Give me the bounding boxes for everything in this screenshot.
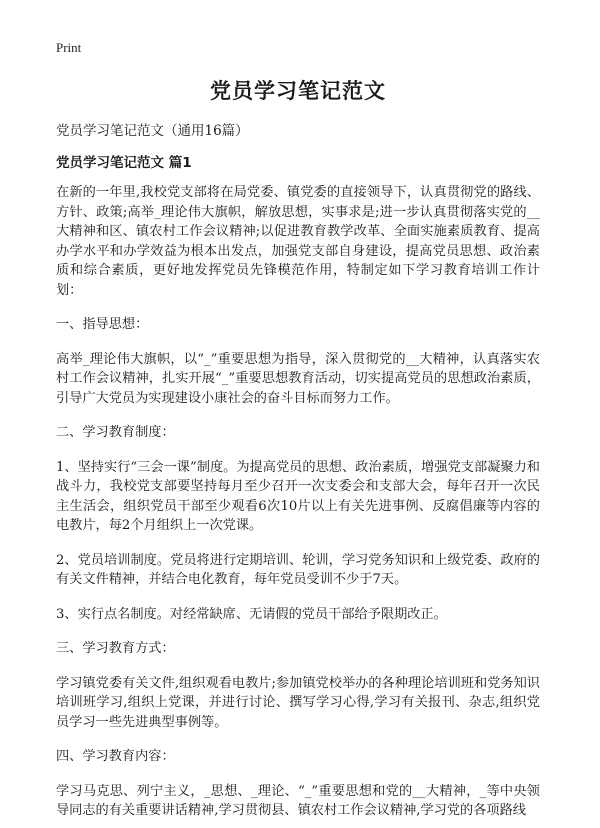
paragraph-intro: 在新的一年里,我校党支部将在局党委、镇党委的直接领导下，认真贯彻党的路线、方针、政策;高举_理论伟大旗帜，解放思想，实事求是;进一步认真贯彻落实党的__大精神和区、镇农村工作会议精神;以促进教育教学改革、全面实施素质教育、提高办学水平和办学效益为根本出发点，加强党支部自身建设，提高党员思想、政治素质和综合素质，更好地发挥党员先锋模范作用，特制定如下学习教育培训工作计划： (56, 185, 540, 298)
document-title: 党员学习笔记范文 (210, 79, 386, 103)
heading-study-method: 三、学习教育方式： (56, 641, 175, 656)
paragraph-guiding-ideology: 高举_理论伟大旗帜，以“_”重要思想为指导，深入贯彻党的__大精神，认真落实农村工作会议精神，扎实开展“_”重要思想教育活动，切实提高党员的思想政治素质，引导广大党员为实现建设小康社会的奋斗目标而努力工作。 (56, 351, 540, 406)
paragraph-study-content: 学习马克思、列宁主义，_思想、_理论、“_”重要思想和党的__大精神，_等中央领导同志的有关重要讲话精神,学习贯彻县、镇农村工作会议精神,学习党的各项路线 (56, 783, 540, 818)
paragraph-system-item-1: 1、坚持实行“三会一课”制度。为提高党员的思想、政治素质，增强党支部凝聚力和战斗力，我校党支部要坚持每月至少召开一次支委会和支部大会，每年召开一次民主生活会，组织党员干部至少观看6次10片以上有关先进事例、反腐倡廉等内容的电教片，每2个月组织上一次党课。 (56, 459, 540, 533)
heading-guiding-ideology: 一、指导思想： (56, 317, 149, 332)
section-heading: 党员学习笔记范文 篇1 (56, 155, 192, 171)
heading-study-system: 二、学习教育制度： (56, 425, 175, 440)
print-label: Print (56, 40, 82, 55)
paragraph-study-method: 学习镇党委有关文件,组织观看电教片;参加镇党校举办的各种理论培训班和党务知识培训班学习,组织上党课，并进行讨论、撰写学习心得,学习有关报刊、杂志,组织党员学习一些先进典型事例等。 (56, 675, 540, 730)
document-subtitle: 党员学习笔记范文（通用16篇） (56, 123, 249, 139)
heading-study-content: 四、学习教育内容： (56, 749, 175, 764)
paragraph-system-item-3: 3、实行点名制度。对经常缺席、无请假的党员干部给予限期改正。 (56, 606, 447, 622)
paragraph-system-item-2: 2、党员培训制度。党员将进行定期培训、轮训，学习党务知识和上级党委、政府的有关文件精神，并结合电化教育，每年党员受训不少于7天。 (56, 552, 540, 587)
